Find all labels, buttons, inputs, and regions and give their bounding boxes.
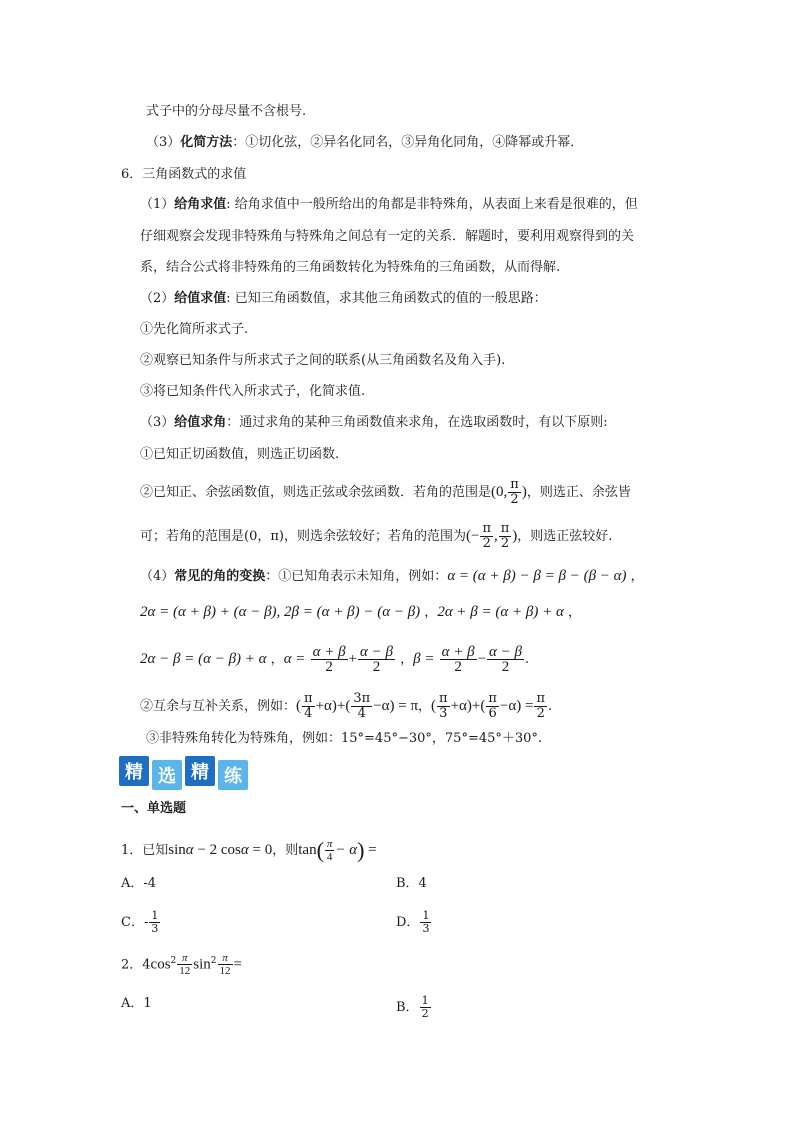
section-6-heading: 6．三角函数式的求值	[121, 167, 247, 182]
formula-line-2: 2α − β = (α − β) + α ，α = $\frac{\alpha + \beta}{2}$ + $\frac{\alpha - \beta}{2}$ ，β = $\frac{\alpha + \beta}{2}$ − $\frac{\alpha - \beta}{2}$ .	[140, 644, 530, 675]
para-1-line-3: 系，结合公式将非特殊角的三角函数转化为特殊角的三角函数，从而得解.	[140, 260, 561, 275]
para-3-rule-2: ②已知正、余弦函数值，则选正弦或余弦函数．若角的范围是(0, $\frac{\pi}{2}$ )，则选正、余弦皆	[140, 477, 631, 507]
formula-line-1: 2α = (α + β) + (α − β), 2β = (α + β) − (α − β) ，2α + β = (α + β) + α ，	[140, 604, 581, 620]
para-1-line-1: （1）给角求值: 给角求值中一般所给出的角都是非特殊角，从表面上来看是很难的，但	[140, 197, 638, 212]
banner-char-2: 选	[152, 760, 182, 790]
banner-char-4: 练	[218, 760, 248, 790]
para-4-heading: （4）常见的角的变换：①已知角表示未知角，例如：α = (α + β) − β = β − (β − α) ，	[140, 568, 644, 584]
para-3-heading: （3）给值求角：通过求角的某种三角函数值来求角，在选取函数时，有以下原则:	[140, 415, 608, 430]
q1-option-b[interactable]: B．4	[396, 876, 427, 891]
q2-option-b[interactable]: B． $\frac{1}{2}$	[396, 994, 429, 1020]
para-3-rule-3: 可；若角的范围是(0，π)，则选余弦较好；若角的范围为(− $\frac{\pi}{2}$ , $\frac{\pi}{2}$ )，则选正弦较好.	[140, 521, 613, 551]
continued-text: 式子中的分母尽量不含根号.	[146, 104, 307, 119]
para-1-line-2: 仔细观察会发现非特殊角与特殊角之间总有一定的关系．解题时，要利用观察得到的关	[140, 229, 635, 244]
q2-option-a[interactable]: A．1	[121, 996, 152, 1011]
q1-option-c[interactable]: C．- $\frac{1}{3}$	[121, 909, 159, 935]
para-3-rule-1: ①已知正切函数值，则选正切函数.	[140, 447, 340, 462]
banner-char-1: 精	[119, 756, 149, 786]
complement-example: ②互余与互补关系，例如：( $\frac{\pi}{4}$ +α)+( $\frac{3\pi}{4}$ −α) = π，( $\frac{\pi}{3}$ +α)+( $\frac{\pi}{6}$ −α) = $\frac{\pi}{2}$ .	[140, 691, 553, 721]
banner-char-3: 精	[185, 756, 215, 786]
simplify-methods: （3）化简方法：①切化弦，②异名化同名，③异角化同角，④降幂或升幂．	[146, 135, 584, 150]
para-2-step-3: ③将已知条件代入所求式子，化简求值.	[140, 384, 366, 399]
question-1-stem: 1．已知sinα − 2 cosα = 0，则tan( $\frac{\pi}{4}$ − α) =	[121, 837, 377, 863]
para-2-step-2: ②观察已知条件与所求式子之间的联系(从三角函数名及角入手).	[140, 353, 506, 368]
section-title: 一、单选题	[121, 801, 187, 816]
question-2-stem: 2．$4\cos^2$ $\frac{\pi}{12}$ $\sin^2$ $\frac{\pi}{12}$ =	[121, 952, 242, 978]
para-2-heading: （2）给值求值: 已知三角函数值，求其他三角函数式的值的一般思路：	[140, 291, 547, 306]
practice-banner	[119, 756, 248, 790]
para-2-step-1: ①先化简所求式子.	[140, 322, 249, 337]
special-angle-example: ③非特殊角转化为特殊角，例如：15°=45°−30°，75°=45°＋30°.	[146, 731, 543, 746]
q1-option-a[interactable]: A．-4	[121, 876, 157, 891]
q1-option-d[interactable]: D． $\frac{1}{3}$	[396, 909, 430, 935]
